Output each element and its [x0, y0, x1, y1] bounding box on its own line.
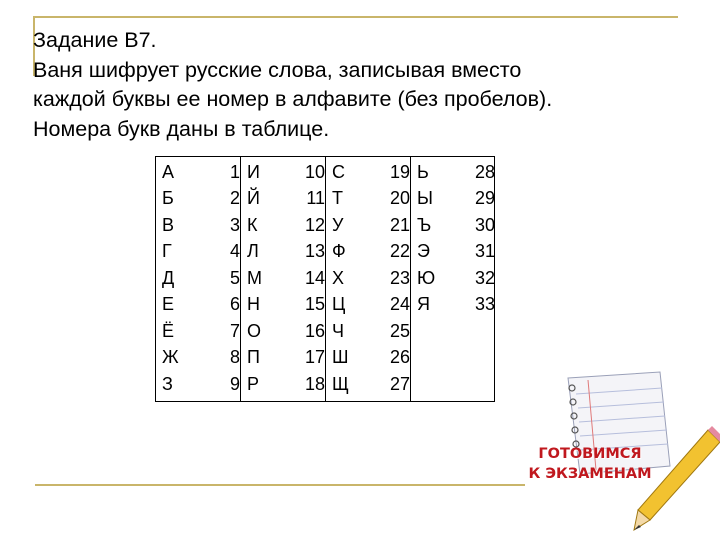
letter-cell: Ш: [332, 347, 349, 368]
number-cell: 4: [229, 241, 240, 262]
letter-cell: В: [162, 214, 175, 235]
letter-cell: Ъ: [417, 214, 432, 235]
table-row: [326, 239, 410, 266]
number-cell: 20: [389, 188, 410, 209]
table-column: [326, 157, 411, 401]
letter-cell: Ц: [332, 294, 346, 315]
table-row: [156, 371, 240, 398]
table-row: [411, 292, 495, 319]
letter-cell: Й: [247, 188, 260, 209]
letter-cell: П: [247, 347, 260, 368]
table-row: [241, 318, 325, 345]
task-line: каждой буквы ее номер в алфавите (без пробелов).: [33, 87, 553, 111]
table-column: [411, 157, 495, 401]
letter-cell: Х: [332, 267, 345, 288]
number-cell: 24: [389, 294, 410, 315]
letter-cell: Р: [247, 373, 260, 394]
letter-cell: Л: [247, 241, 259, 262]
table-row: [326, 186, 410, 213]
letter-cell: Д: [162, 267, 175, 288]
table-row: [326, 212, 410, 239]
letter-cell: Б: [162, 188, 174, 209]
number-cell: 13: [304, 241, 325, 262]
number-cell: 29: [474, 188, 495, 209]
table-row: [326, 265, 410, 292]
letter-cell: З: [162, 373, 173, 394]
number-cell: 30: [474, 214, 495, 235]
table-row: [411, 159, 495, 186]
letter-cell: Щ: [332, 373, 349, 394]
number-cell: 5: [229, 267, 240, 288]
number-cell: 26: [389, 347, 410, 368]
bottom-divider: [35, 484, 525, 486]
table-row: [411, 186, 495, 213]
number-cell: 3: [229, 214, 240, 235]
table-row: [326, 318, 410, 345]
table-row: [241, 212, 325, 239]
task-text: [33, 26, 713, 144]
table-row: [241, 265, 325, 292]
task-line: Ваня шифрует русские слова, записывая вместо: [33, 57, 522, 82]
number-cell: 10: [304, 161, 325, 182]
table-row: [326, 345, 410, 372]
number-cell: 12: [304, 214, 325, 235]
number-cell: 16: [304, 320, 325, 341]
table-column: [156, 157, 241, 401]
number-cell: 11: [306, 188, 325, 209]
table-row: [241, 292, 325, 319]
number-cell: 17: [304, 347, 325, 368]
letter-cell: Ы: [417, 188, 433, 209]
letter-cell: И: [247, 161, 260, 182]
letter-cell: Ф: [332, 241, 346, 262]
table-row: [156, 318, 240, 345]
number-cell: 25: [389, 320, 410, 341]
letter-cell: Ч: [332, 320, 344, 341]
letter-cell: Ж: [162, 347, 179, 368]
letter-cell: Ё: [162, 320, 175, 341]
exam-prep-caption: [520, 444, 660, 484]
number-cell: 33: [474, 294, 495, 315]
letter-cell: О: [247, 320, 262, 341]
letter-cell: Ь: [417, 161, 429, 182]
table-row: [411, 239, 495, 266]
table-column: [241, 157, 326, 401]
table-row: [156, 186, 240, 213]
letter-cell: Т: [332, 188, 343, 209]
number-cell: 19: [389, 161, 410, 182]
table-row: [326, 292, 410, 319]
number-cell: 27: [389, 373, 410, 394]
task-line: Номера букв даны в таблице.: [33, 116, 330, 141]
number-cell: 15: [304, 294, 325, 315]
table-row: [156, 292, 240, 319]
number-cell: 31: [474, 241, 495, 262]
number-cell: 8: [229, 347, 240, 368]
task-title: Задание В7.: [33, 28, 157, 52]
table-row: [156, 159, 240, 186]
number-cell: 7: [229, 320, 240, 341]
number-cell: 2: [229, 188, 240, 209]
table-row: [326, 159, 410, 186]
letter-cell: А: [162, 161, 175, 182]
table-row: [156, 239, 240, 266]
number-cell: 6: [229, 294, 240, 315]
letter-cell: Я: [417, 294, 430, 315]
letter-cell: Э: [417, 241, 430, 262]
table-row: [241, 159, 325, 186]
number-cell: 9: [229, 373, 240, 394]
number-cell: 1: [229, 161, 240, 182]
table-row: [156, 345, 240, 372]
table-row: [241, 239, 325, 266]
letter-cell: С: [332, 161, 345, 182]
table-row: [241, 345, 325, 372]
letter-cell: К: [247, 214, 258, 235]
logo-line-2: К ЭКЗАМЕНАМ: [528, 466, 652, 482]
table-row: [156, 212, 240, 239]
letter-cell: У: [332, 214, 344, 235]
number-cell: 32: [474, 267, 495, 288]
table-row: [326, 371, 410, 398]
number-cell: 14: [304, 267, 325, 288]
number-cell: 23: [389, 267, 410, 288]
table-row: [411, 212, 495, 239]
table-row: [241, 186, 325, 213]
number-cell: 18: [304, 373, 325, 394]
letter-cell: М: [247, 267, 262, 288]
letter-cell: Е: [162, 294, 175, 315]
top-divider: [33, 16, 678, 18]
number-cell: 22: [389, 241, 410, 262]
letter-cell: Н: [247, 294, 260, 315]
letter-cell: Г: [162, 241, 172, 262]
table-row: [411, 265, 495, 292]
table-row: [156, 265, 240, 292]
letter-cell: Ю: [417, 267, 436, 288]
alphabet-number-table: [155, 156, 495, 402]
table-row: [241, 371, 325, 398]
number-cell: 21: [389, 214, 410, 235]
number-cell: 28: [474, 161, 495, 182]
logo-line-1: ГОТОВИМСЯ: [538, 446, 642, 462]
